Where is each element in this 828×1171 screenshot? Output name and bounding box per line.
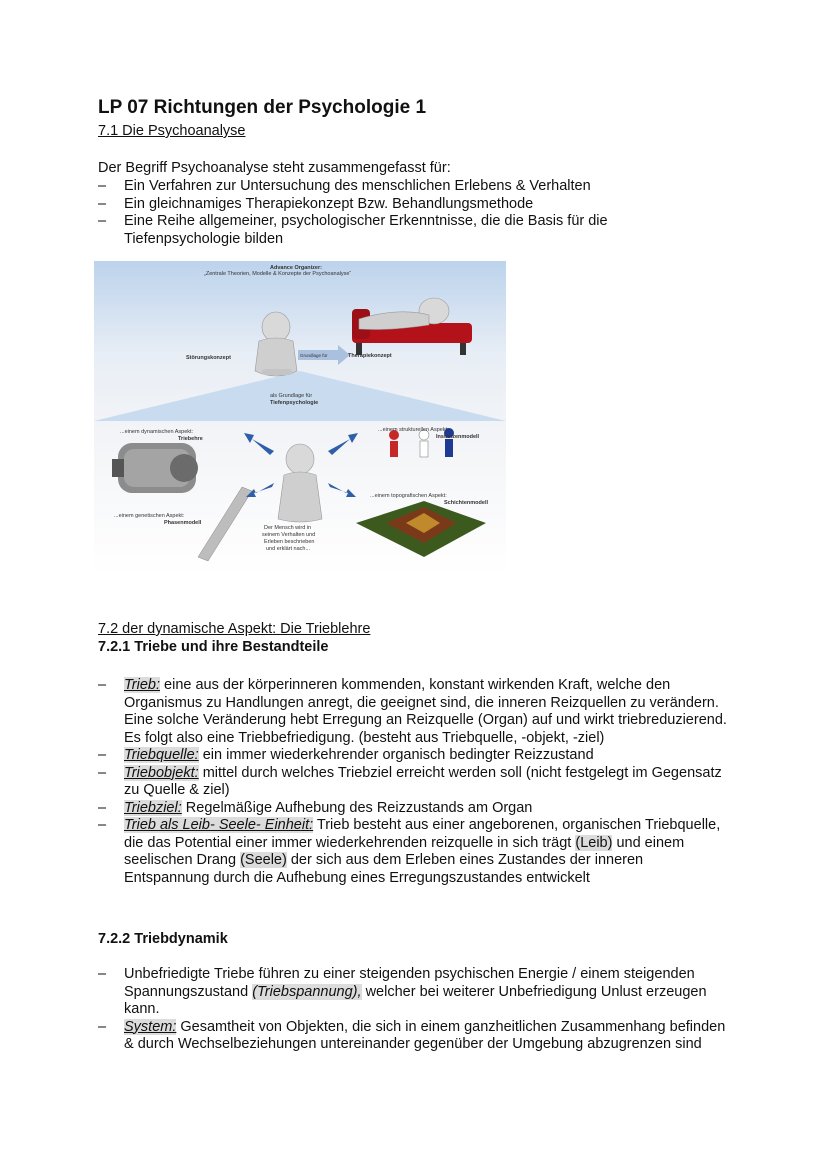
thinking-figure (278, 444, 322, 522)
term: Triebquelle: (124, 747, 199, 763)
label-instanzenmodell: Instanzenmodell (436, 434, 480, 440)
list-item: – Triebziel: Regelmäßige Aufhebung des Reizzustands am Organ (98, 800, 728, 818)
label-mensch-2: seinem Verhalten und (262, 532, 316, 538)
list-item: – Eine Reihe allgemeiner, psychologischer Erkenntnisse, die die Basis für die Tiefenpsychologie bilden (98, 213, 644, 248)
list-item: – Ein Verfahren zur Untersuchung des menschlichen Erlebens & Verhalten (98, 178, 738, 196)
trieb-list (98, 677, 728, 887)
term: System: (124, 1018, 177, 1035)
section-heading-7-2-2: 7.2.2 Triebdynamik (98, 931, 228, 947)
highlight: (Seele) (240, 852, 287, 868)
stairs-image (198, 487, 252, 561)
intro-list (98, 178, 738, 248)
terrain-image (356, 500, 489, 557)
list-item: – Trieb: eine aus der körperinneren kommenden, konstant wirkenden Kraft, welche den Organismus zu Handlungen anregt, die geeignet sind, die inneren Reizquellen zu verändern. Eine solche Veränderung hebt Erregung an Reizquelle (Organ) auf und wirkt triebreduzierend. Es folgt also eine Triebbefriedigung. (besteht aus Triebquelle, -objekt, -ziel) (98, 677, 728, 747)
label-grundlage-fuer: Grundlage für (300, 353, 328, 358)
label-phasenmodell: Phasenmodell (164, 520, 202, 526)
motor-image (112, 443, 198, 493)
label-tiefenpsychologie: Tiefenpsychologie (270, 400, 319, 406)
label-genetic-aspect: ...einem genetischen Aspekt: (114, 513, 185, 519)
page-title: LP 07 Richtungen der Psychologie 1 (98, 97, 427, 118)
term: Triebziel: (124, 799, 182, 816)
label-topographic-aspect: ...einem topografischen Aspekt: (370, 493, 447, 499)
label-stoerungskonzept: Störungskonzept (186, 355, 231, 361)
highlight: (Triebspannung), (252, 983, 362, 1000)
list-item: – Trieb als Leib- Seele- Einheit: Trieb besteht aus einer angeborenen, organischen Triebquelle, die das Potential einer immer wiederkehrenden reizquelle in sich trägt (Leib) und einem seelischen Drang (Seele) der sich aus dem Erleben eines Zustandes der inneren Entspannung durch die Aufhebung eines Erregungszustandes entwickelt (98, 817, 728, 887)
label-mensch-3: Erleben beschrieben (264, 539, 315, 545)
label-dynamic-aspect: ...einem dynamischen Aspekt: (120, 429, 194, 435)
label-mensch-1: Der Mensch wird in (264, 525, 312, 531)
list-item: – Triebobjekt: mittel durch welches Triebziel erreicht werden soll (nicht festgelegt im Gegensatz zu Quelle & ziel) (98, 765, 728, 800)
dynamik-list (98, 966, 738, 1054)
figure-header: Advance Organizer: (270, 265, 322, 271)
term: Trieb: (124, 677, 160, 693)
term: Trieb als Leib- Seele- Einheit: (124, 817, 314, 833)
list-item: – Ein gleichnamiges Therapiekonzept Bzw. Behandlungsmethode (98, 196, 738, 214)
highlight: (Leib) (575, 834, 613, 851)
section-heading-7-2-1: 7.2.1 Triebe und ihre Bestandteile (98, 639, 329, 655)
distressed-figure (255, 312, 297, 376)
list-item: – Triebquelle: ein immer wiederkehrender organisch bedingter Reizzustand (98, 747, 728, 765)
label-structural-aspect: ...einem strukturellen Aspekt: (378, 427, 449, 433)
section-heading-7-2: 7.2 der dynamische Aspekt: Die Trieblehre (98, 621, 371, 637)
label-therapiekonzept: Therapiekonzept (348, 353, 392, 359)
intro-paragraph: Der Begriff Psychoanalyse steht zusammengefasst für: (98, 160, 451, 176)
term: Triebobjekt: (124, 764, 199, 781)
list-item: – System: Gesamtheit von Objekten, die sich in einem ganzheitlichen Zusammenhang befinden & durch Wechselbeziehungen untereinander gegenüber der Umgebung abzugrenzen sind (98, 1019, 738, 1054)
figure-header-subtitle: „Zentrale Theorien, Modelle & Konzepte der Psychoanalyse“ (204, 271, 352, 277)
therapy-couch (352, 298, 472, 355)
label-als-grundlage: als Grundlage für (270, 393, 313, 399)
advance-organizer-figure (94, 261, 506, 575)
label-schichtenmodell: Schichtenmodell (444, 500, 489, 506)
label-mensch-4: und erklärt nach... (266, 546, 311, 552)
label-triebehre: Triebehre (178, 436, 203, 442)
list-item: – Unbefriedigte Triebe führen zu einer steigenden psychischen Energie / einem steigenden Spannungszustand (Triebspannung), welcher bei weiterer Unbefriedigung Unlust erzeugen kann. (98, 966, 738, 1019)
section-heading-7-1: 7.1 Die Psychoanalyse (98, 123, 246, 139)
